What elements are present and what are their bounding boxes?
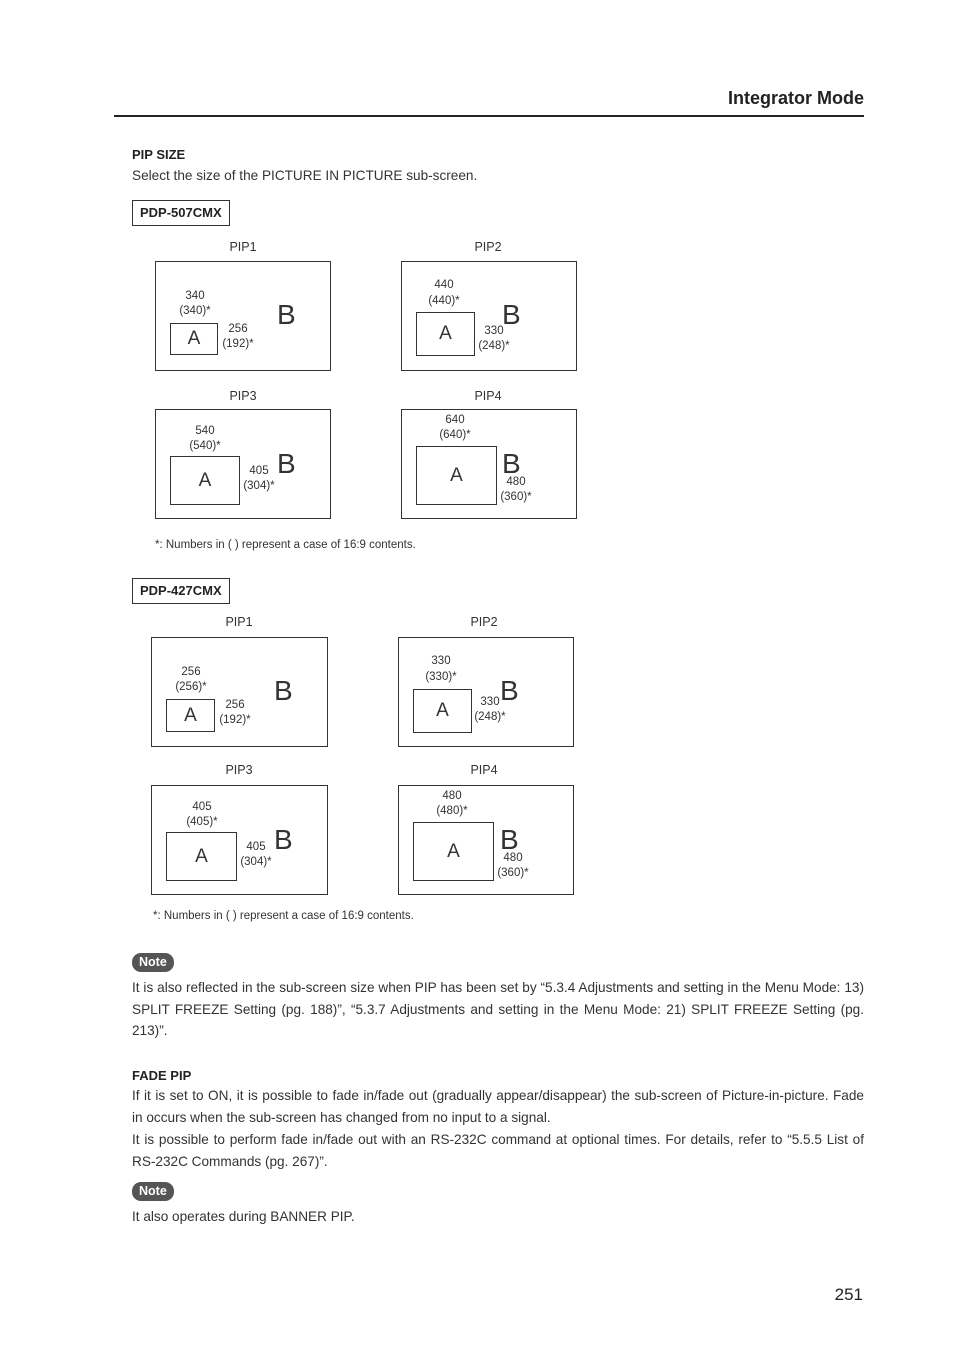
height-169-value: (360)* xyxy=(500,491,532,503)
width-169-value: (330)* xyxy=(425,671,457,683)
sub-screen: A xyxy=(170,323,218,355)
height-169-value: (304)* xyxy=(243,480,275,492)
pip-label: PIP4 xyxy=(474,389,502,403)
width-value: 440 xyxy=(434,279,454,291)
pip-size-description: Select the size of the PICTURE IN PICTURE sub-screen. xyxy=(132,168,478,183)
sub-screen: A xyxy=(170,456,240,505)
footnote-16-9: *: Numbers in ( ) represent a case of 16:9 contents. xyxy=(155,539,416,551)
pip-label: PIP1 xyxy=(229,240,257,254)
main-screen-label: B xyxy=(277,448,296,479)
height-value: 480 xyxy=(506,476,526,488)
page-header-title: Integrator Mode xyxy=(727,88,864,108)
header-divider xyxy=(114,115,864,117)
height-169-value: (192)* xyxy=(219,714,251,726)
height-169-value: (360)* xyxy=(497,867,529,879)
pip-label: PIP2 xyxy=(470,615,498,629)
main-screen-label: B xyxy=(502,448,521,479)
width-value: 540 xyxy=(195,425,215,437)
width-169-value: (480)* xyxy=(436,805,468,817)
sub-screen: A xyxy=(166,832,237,881)
pip-size-title: PIP SIZE xyxy=(132,147,186,162)
height-value: 405 xyxy=(249,465,269,477)
sub-screen: A xyxy=(413,822,494,881)
width-value: 640 xyxy=(445,414,465,426)
note-text: It is also reflected in the sub-screen size when PIP has been set by “5.3.4 Adjustments and setting in the Menu Mode: 13) SPLIT FREEZE Setting (pg. 188)”, “5.3.7 Adjustments and setting in the Menu Mode: 21) SPLIT FREEZE Setting (pg. 213)”. xyxy=(132,980,864,1038)
height-value: 256 xyxy=(228,323,248,335)
note-badge: Note xyxy=(132,953,174,972)
width-169-value: (256)* xyxy=(175,681,207,693)
pip-label: PIP4 xyxy=(470,763,498,777)
width-169-value: (340)* xyxy=(179,305,211,317)
sub-screen: A xyxy=(413,689,472,733)
width-value: 330 xyxy=(431,655,451,667)
height-169-value: (248)* xyxy=(478,340,510,352)
height-169-value: (304)* xyxy=(240,856,272,868)
width-169-value: (405)* xyxy=(186,816,218,828)
height-value: 330 xyxy=(484,325,504,337)
width-169-value: (540)* xyxy=(189,440,221,452)
note-badge: Note xyxy=(132,1182,174,1201)
main-screen-label: B xyxy=(502,299,521,330)
fade-pip-paragraph-2: It is possible to perform fade in/fade out with an RS-232C command at optional times. For details, refer to “5.5.5 List of RS-232C Commands (pg. 267)”. xyxy=(132,1132,864,1169)
pip-label: PIP2 xyxy=(474,240,502,254)
height-value: 330 xyxy=(480,696,500,708)
sub-screen: A xyxy=(416,312,475,356)
pip-label: PIP3 xyxy=(229,389,257,403)
main-screen-label: B xyxy=(274,824,293,855)
main-screen-label: B xyxy=(500,675,519,706)
sub-screen: A xyxy=(166,699,215,732)
height-169-value: (192)* xyxy=(222,338,254,350)
height-value: 480 xyxy=(503,852,523,864)
width-value: 256 xyxy=(181,666,201,678)
height-169-value: (248)* xyxy=(474,711,506,723)
main-screen-label: B xyxy=(274,675,293,706)
fade-pip-paragraph-1: If it is set to ON, it is possible to fade in/fade out (gradually appear/disappear) the sub-screen of Picture-in-picture. Fade in occurs when the sub-screen has changed from no input to a signal. xyxy=(132,1088,864,1125)
width-value: 340 xyxy=(185,290,205,302)
sub-screen: A xyxy=(416,446,497,505)
pip-label: PIP3 xyxy=(225,763,253,777)
width-169-value: (440)* xyxy=(428,295,460,307)
width-169-value: (640)* xyxy=(439,429,471,441)
model-label-pdp-427cmx: PDP-427CMX xyxy=(132,578,230,604)
pip-label: PIP1 xyxy=(225,615,253,629)
height-value: 256 xyxy=(225,699,245,711)
page-number: 251 xyxy=(834,1285,863,1304)
height-value: 405 xyxy=(246,841,266,853)
footnote-16-9: *: Numbers in ( ) represent a case of 16:9 contents. xyxy=(153,910,414,922)
fade-pip-title: FADE PIP xyxy=(132,1068,192,1083)
width-value: 405 xyxy=(192,801,212,813)
main-screen-label: B xyxy=(500,824,519,855)
main-screen-label: B xyxy=(277,299,296,330)
model-label-pdp-507cmx: PDP-507CMX xyxy=(132,200,230,226)
note-text: It also operates during BANNER PIP. xyxy=(132,1209,355,1224)
width-value: 480 xyxy=(442,790,462,802)
